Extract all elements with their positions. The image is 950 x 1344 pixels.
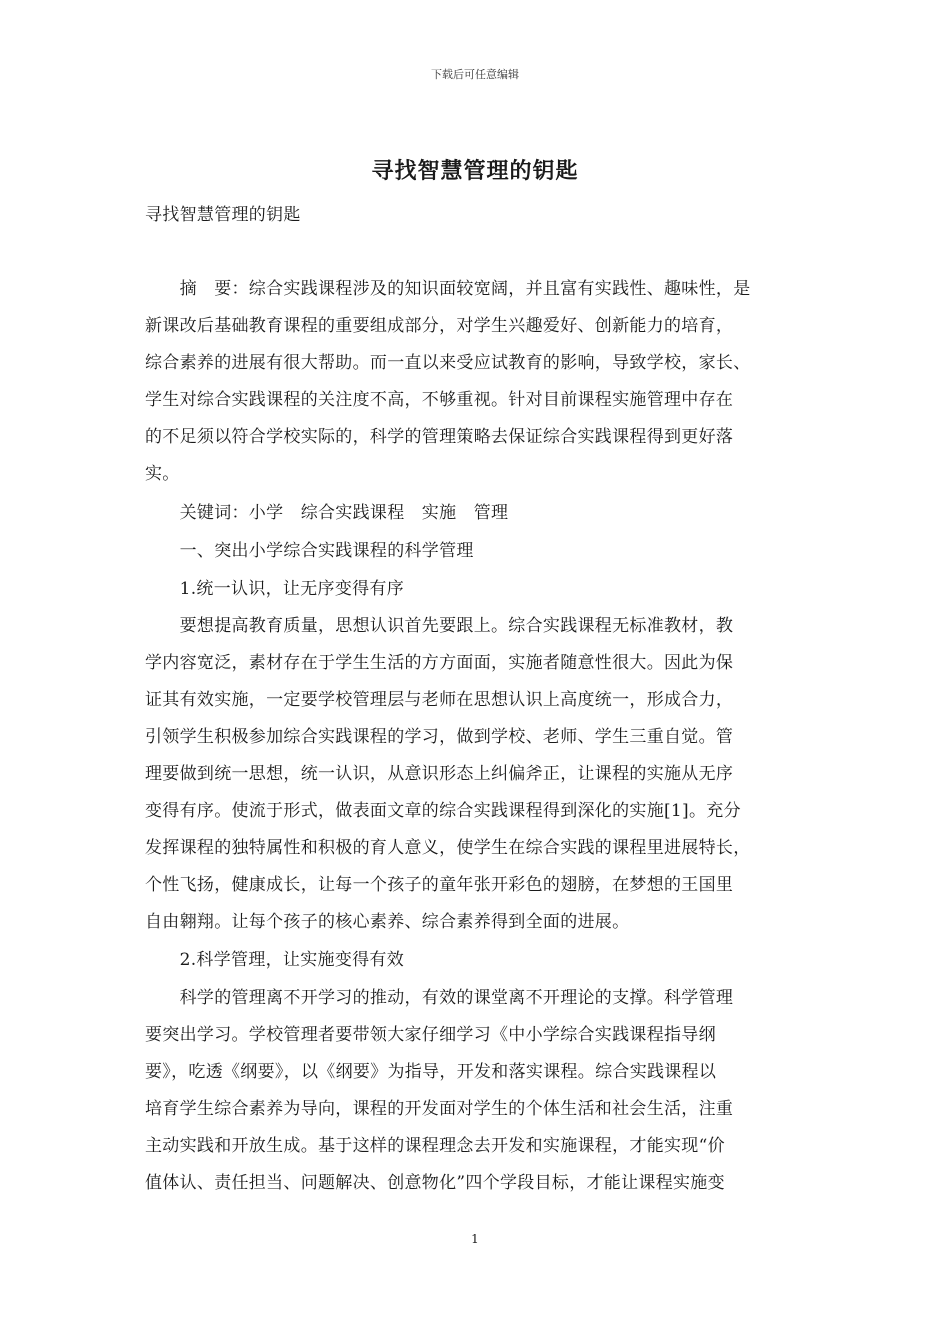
paragraph-line: 培育学生综合素养为导向，课程的开发面对学生的个体生活和社会生活，注重	[145, 1099, 734, 1119]
abstract-line: 摘 要：综合实践课程涉及的知识面较宽阔，并且富有实践性、趣味性，是	[145, 279, 751, 299]
abstract-line: 的不足须以符合学校实际的，科学的管理策略去保证综合实践课程得到更好落	[145, 427, 734, 447]
section-heading: 一、突出小学综合实践课程的科学管理	[145, 541, 474, 561]
paragraph-line: 学内容宽泛，素材存在于学生生活的方方面面，实施者随意性很大。因此为保	[145, 653, 734, 673]
paragraph-line: 引领学生积极参加综合实践课程的学习，做到学校、老师、学生三重自觉。管	[145, 727, 734, 747]
paragraph-line: 理要做到统一思想，统一认识，从意识形态上纠偏斧正，让课程的实施从无序	[145, 764, 734, 784]
paragraph-line: 发挥课程的独特属性和积极的育人意义，使学生在综合实践的课程里进展特长，	[145, 838, 751, 858]
paragraph-line: 证其有效实施，一定要学校管理层与老师在思想认识上高度统一，形成合力，	[145, 690, 734, 710]
abstract-line: 学生对综合实践课程的关注度不高，不够重视。针对目前课程实施管理中存在	[145, 390, 734, 410]
subsection-heading: 1.统一认识，让无序变得有序	[145, 579, 405, 599]
abstract-line: 实。	[145, 464, 180, 484]
keywords-line: 关键词：小学 综合实践课程 实施 管理	[145, 503, 509, 523]
page-number: 1	[471, 1232, 479, 1246]
paragraph-line: 科学的管理离不开学习的推动，有效的课堂离不开理论的支撑。科学管理	[145, 988, 734, 1008]
paragraph-line: 值体认、责任担当、问题解决、创意物化”四个学段目标，才能让课程实施变	[145, 1173, 725, 1193]
paragraph-line: 主动实践和开放生成。基于这样的课程理念去开发和实施课程，才能实现“价	[145, 1136, 725, 1156]
paragraph-line: 自由翱翔。让每个孩子的核心素养、综合素养得到全面的进展。	[145, 912, 630, 932]
paragraph-line: 要想提高教育质量，思想认识首先要跟上。综合实践课程无标准教材，教	[145, 616, 734, 636]
subsection-heading: 2.科学管理，让实施变得有效	[145, 950, 405, 970]
paragraph-line: 个性飞扬，健康成长，让每一个孩子的童年张开彩色的翅膀，在梦想的王国里	[145, 875, 734, 895]
paragraph-line: 变得有序。使流于形式，做表面文章的综合实践课程得到深化的实施[1]。充分	[145, 801, 741, 821]
abstract-line: 新课改后基础教育课程的重要组成部分，对学生兴趣爱好、创新能力的培育，	[145, 316, 734, 336]
paragraph-line: 要突出学习。学校管理者要带领大家仔细学习《中小学综合实践课程指导纲	[145, 1025, 716, 1045]
page-header: 下载后可任意编辑	[431, 68, 519, 81]
document-title: 寻找智慧管理的钥匙	[371, 158, 579, 184]
paragraph-line: 要》，吃透《纲要》，以《纲要》为指导，开发和落实课程。综合实践课程以	[145, 1062, 717, 1082]
subtitle-line: 寻找智慧管理的钥匙	[145, 205, 301, 225]
abstract-line: 综合素养的进展有很大帮助。而一直以来受应试教育的影响，导致学校，家长、	[145, 353, 751, 373]
